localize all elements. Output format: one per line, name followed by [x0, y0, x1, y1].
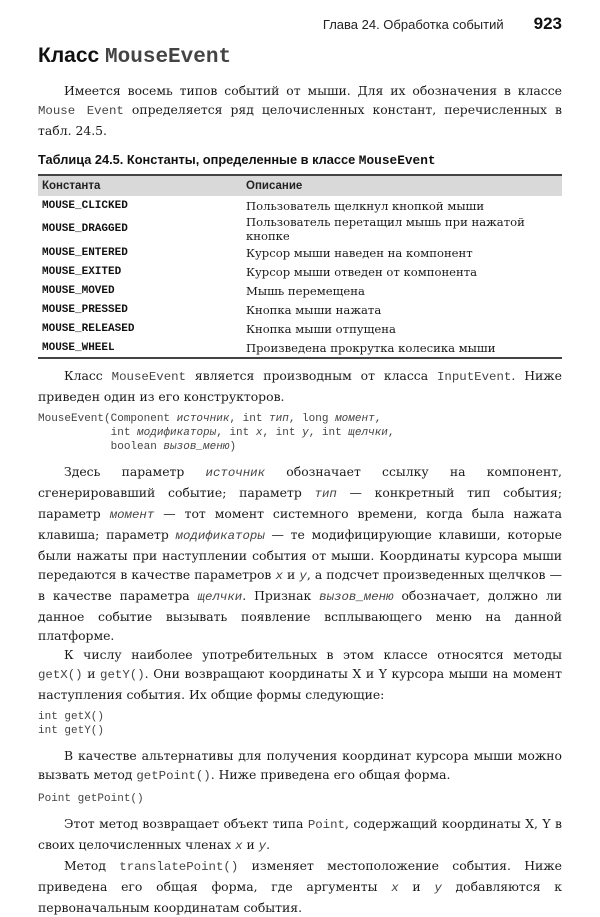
intro-paragraph	[38, 81, 562, 140]
table-row	[38, 281, 562, 300]
table-caption	[38, 152, 562, 168]
translate-paragraph: Метод translatePoint() изменяет местоположение события. Ниже приведена его общая форма, где аргументы x и y добавляются к первоначальным координатам события.	[38, 858, 562, 915]
header-constant: Константа	[38, 175, 242, 196]
param-name: y	[299, 569, 307, 583]
constant-cell: MOUSE_DRAGGED	[42, 223, 128, 235]
getxy-paragraph: К числу наиболее употребительных в этом классе относятся методы getX() и getY(). Они возвращают координаты X и Y курсора мыши на момент наступления события. Их общие формы следующие:	[38, 647, 562, 702]
table-row	[38, 338, 562, 358]
text: определяется ряд целочисленных констант, перечисленных в табл. 24.5.	[38, 102, 562, 138]
inline-code: MouseEvent	[111, 370, 186, 384]
description-cell: Кнопка мыши отпущена	[246, 321, 396, 336]
param-name: вызов_меню	[319, 590, 394, 604]
inline-code: Point	[307, 818, 345, 832]
param-name: x	[391, 881, 399, 895]
text: . Ниже приведен один из его конструкторов.	[38, 368, 562, 404]
inline-code: getX()	[38, 668, 83, 682]
constant-cell: MOUSE_CLICKED	[42, 199, 128, 212]
params-paragraph: Здесь параметр источник обозначает ссылку на компонент, сгенерировавший событие; параметр тип — конкретный тип события; параметр момент — тот момент системного времени, когда была нажата клавиша; параметр модификаторы — те модифицирующие клавиши, которые были нажаты при наступлении события от мыши. Координаты курсора мыши передаются в качестве параметров x и y, а подсчет произведенных щелчков — в качестве параметра щелчки. Признак вызов_меню обозначает, должно ли данное событие вызывать появление всплывающего меню на данной платформе.	[38, 464, 563, 643]
description-cell: Произведена прокрутка колесика мыши	[246, 340, 496, 355]
text: Имеется восемь типов событий от мыши. Для их обозначения в классе	[64, 83, 562, 98]
param-name: момент	[109, 508, 155, 522]
constant-cell: MOUSE_MOVED	[42, 284, 115, 297]
getxy-code-block: int getX() int getY()	[38, 711, 105, 737]
param-name: щелчки	[197, 590, 243, 604]
section-title-text: Класс	[38, 44, 106, 67]
constant-cell: MOUSE_ENTERED	[42, 246, 128, 259]
description-cell: Мышь перемещена	[246, 283, 365, 298]
constant-cell: MOUSE_EXITED	[42, 265, 122, 278]
description-cell: Пользователь перетащил мышь при нажатой кнопке	[246, 215, 525, 243]
inline-code: InputEvent	[437, 370, 512, 384]
point-paragraph: Этот метод возвращает объект типа Point, содержащий координаты X, Y в своих целочисленных членах x и y.	[38, 816, 562, 853]
param-name: y	[434, 881, 442, 895]
constant-cell: MOUSE_RELEASED	[42, 322, 135, 335]
page-number: 923	[533, 14, 562, 33]
page-body	[38, 44, 562, 917]
param-name: источник	[205, 466, 266, 480]
constants-table	[38, 174, 562, 359]
caption-code: MouseEvent	[358, 153, 436, 168]
inline-code: translatePoint()	[119, 860, 239, 874]
description-cell: Курсор мыши отведен от компонента	[246, 264, 478, 279]
text: Класс	[64, 368, 112, 383]
text: является производным от класса	[186, 368, 437, 383]
running-head	[0, 14, 562, 34]
param-name: x	[235, 839, 243, 853]
getpoint-paragraph: В качестве альтернативы для получения координат курсора мыши можно вызвать метод getPoint(). Ниже приведена его общая форма.	[38, 748, 562, 783]
table-row	[38, 196, 562, 215]
param-name: тип	[314, 487, 337, 501]
table-header-row	[38, 175, 562, 196]
constant-cell: MOUSE_PRESSED	[42, 303, 128, 316]
description-cell: Курсор мыши наведен на компонент	[246, 245, 473, 260]
param-name: y	[258, 839, 267, 853]
derived-paragraph	[38, 366, 562, 406]
table-row	[38, 262, 562, 281]
table-row	[38, 215, 562, 243]
description-cell: Кнопка мыши нажата	[246, 302, 382, 317]
inline-code: getY()	[100, 668, 145, 682]
getpoint-code-block: Point getPoint()	[38, 793, 144, 805]
table-row	[38, 319, 562, 338]
section-title	[38, 44, 562, 69]
param-name: модификаторы	[175, 529, 265, 543]
table-row	[38, 243, 562, 262]
constructor-code-block: MouseEvent(Component источник, int тип, long момент, int модификаторы, int x, int y, int щелчки, boolean вызов_меню)	[38, 413, 395, 453]
chapter-title: Глава 24. Обработка событий	[322, 17, 504, 32]
inline-code: Mouse Event	[38, 104, 124, 118]
inline-code: getPoint()	[136, 769, 211, 783]
table-row	[38, 300, 562, 319]
param-name: x	[275, 569, 283, 583]
description-cell: Пользователь щелкнул кнопкой мыши	[246, 198, 485, 213]
constant-cell: MOUSE_WHEEL	[42, 341, 115, 354]
header-description: Описание	[242, 175, 562, 196]
caption-text: Таблица 24.5. Константы, определенные в классе	[38, 152, 359, 167]
section-title-code: MouseEvent	[105, 46, 232, 69]
